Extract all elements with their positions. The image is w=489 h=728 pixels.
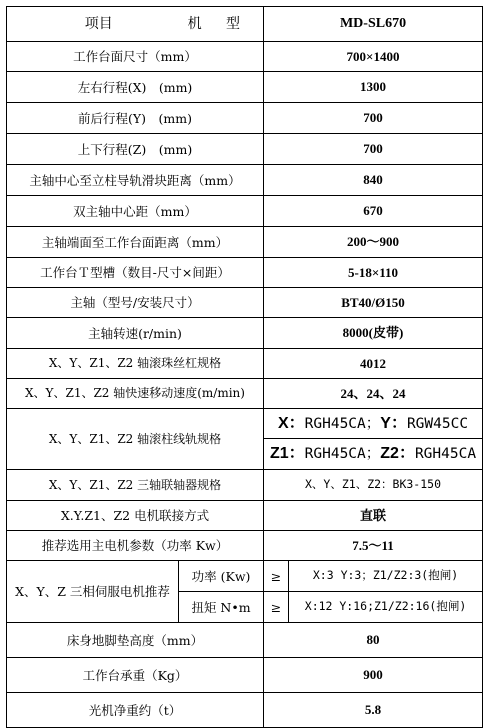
table-row <box>7 379 483 409</box>
rail-key: X： <box>277 414 305 432</box>
header-label-model: 机 型 <box>187 15 251 32</box>
row-label: 前后行程(Y) (mm) <box>7 103 264 134</box>
row-value: 700 <box>264 103 483 134</box>
header-label-cell <box>7 7 264 42</box>
servo-label: X、Y、Z 三相伺服电机推荐 <box>7 561 179 623</box>
servo-power-value: X:3 Y:3；Z1/Z2:3(抱闸) <box>289 561 483 592</box>
row-value: 670 <box>264 196 483 227</box>
row-label: 主轴中心至立柱导轨滑块距离（mm） <box>7 165 264 196</box>
spec-table <box>6 6 483 728</box>
row-value: 700 <box>264 134 483 165</box>
row-value: X、Y、Z1、Z2：BK3-150 <box>264 470 483 501</box>
row-value: 900 <box>264 658 483 693</box>
row-label: 上下行程(Z) (mm) <box>7 134 264 165</box>
row-label: 工作台面尺寸（mm） <box>7 42 264 72</box>
row-label: 床身地脚垫高度（mm） <box>7 623 264 658</box>
table-row <box>7 288 483 318</box>
linear-guide-xy <box>264 409 483 439</box>
table-header-row <box>7 7 483 42</box>
row-label: 光机净重约（t） <box>7 693 264 728</box>
row-label: X.Y.Z1、Z2 电机联接方式 <box>7 501 264 531</box>
row-label: 工作台承重（Kg） <box>7 658 264 693</box>
servo-torque-value: X:12 Y:16;Z1/Z2:16(抱闸) <box>289 592 483 623</box>
row-value: 840 <box>264 165 483 196</box>
rail-value: RGH45CA； <box>304 415 381 432</box>
row-label: X、Y、Z1、Z2 轴滚珠丝杠规格 <box>7 349 264 379</box>
row-value: 4012 <box>264 349 483 379</box>
row-label: 主轴转速(r/min) <box>7 318 264 349</box>
row-value: 8000(皮带) <box>264 318 483 349</box>
rail-key: Z1： <box>269 445 305 463</box>
table-row <box>7 258 483 288</box>
row-label: 推荐选用主电机参数（功率 Kw） <box>7 531 264 561</box>
servo-power-symbol: ≥ <box>264 561 289 592</box>
table-row <box>7 42 483 72</box>
rail-key: Z2： <box>380 445 415 463</box>
servo-power-label: 功率 (Kw) <box>179 561 264 592</box>
row-value: BT40/Ø150 <box>264 288 483 318</box>
linear-guide-label: X、Y、Z1、Z2 轴滚柱线轨规格 <box>7 409 264 470</box>
row-value: 5-18×110 <box>264 258 483 288</box>
table-row <box>7 531 483 561</box>
row-value: 7.5～11 <box>264 531 483 561</box>
table-row <box>7 227 483 258</box>
table-row <box>7 693 483 728</box>
rail-value: RGW45CC <box>406 415 469 432</box>
table-row <box>7 196 483 227</box>
row-value: 直联 <box>264 501 483 531</box>
row-value: 80 <box>264 623 483 658</box>
header-label-item: 项目 <box>84 15 113 32</box>
table-row <box>7 318 483 349</box>
model-name: MD-SL670 <box>264 7 483 42</box>
servo-power-row <box>7 561 483 592</box>
table-row <box>7 349 483 379</box>
row-value: 200～900 <box>264 227 483 258</box>
table-row <box>7 103 483 134</box>
servo-torque-symbol: ≥ <box>264 592 289 623</box>
rail-value: RGH45CA； <box>304 446 381 463</box>
row-label: X、Y、Z1、Z2 三轴联轴器规格 <box>7 470 264 501</box>
row-value: 700×1400 <box>264 42 483 72</box>
table-row <box>7 501 483 531</box>
table-row <box>7 134 483 165</box>
row-label: 双主轴中心距（mm） <box>7 196 264 227</box>
row-label: 工作台Ｔ型槽（数目-尺寸×间距） <box>7 258 264 288</box>
table-row <box>7 72 483 103</box>
row-label: 主轴（型号/安装尺寸） <box>7 288 264 318</box>
rail-key: Y： <box>380 414 407 432</box>
table-row <box>7 623 483 658</box>
table-row <box>7 165 483 196</box>
row-value: 24、24、24 <box>264 379 483 409</box>
table-row <box>7 658 483 693</box>
row-value: 1300 <box>264 72 483 103</box>
linear-guide-z <box>264 439 483 470</box>
row-value: 5.8 <box>264 693 483 728</box>
row-label: 左右行程(X) (mm) <box>7 72 264 103</box>
rail-value: RGH45CA <box>414 446 477 463</box>
row-label: X、Y、Z1、Z2 轴快速移动速度(m/min) <box>7 379 264 409</box>
servo-torque-label: 扭矩 N•m <box>179 592 264 623</box>
linear-guide-row-1 <box>7 409 483 439</box>
table-row <box>7 470 483 501</box>
row-label: 主轴端面至工作台面距离（mm） <box>7 227 264 258</box>
